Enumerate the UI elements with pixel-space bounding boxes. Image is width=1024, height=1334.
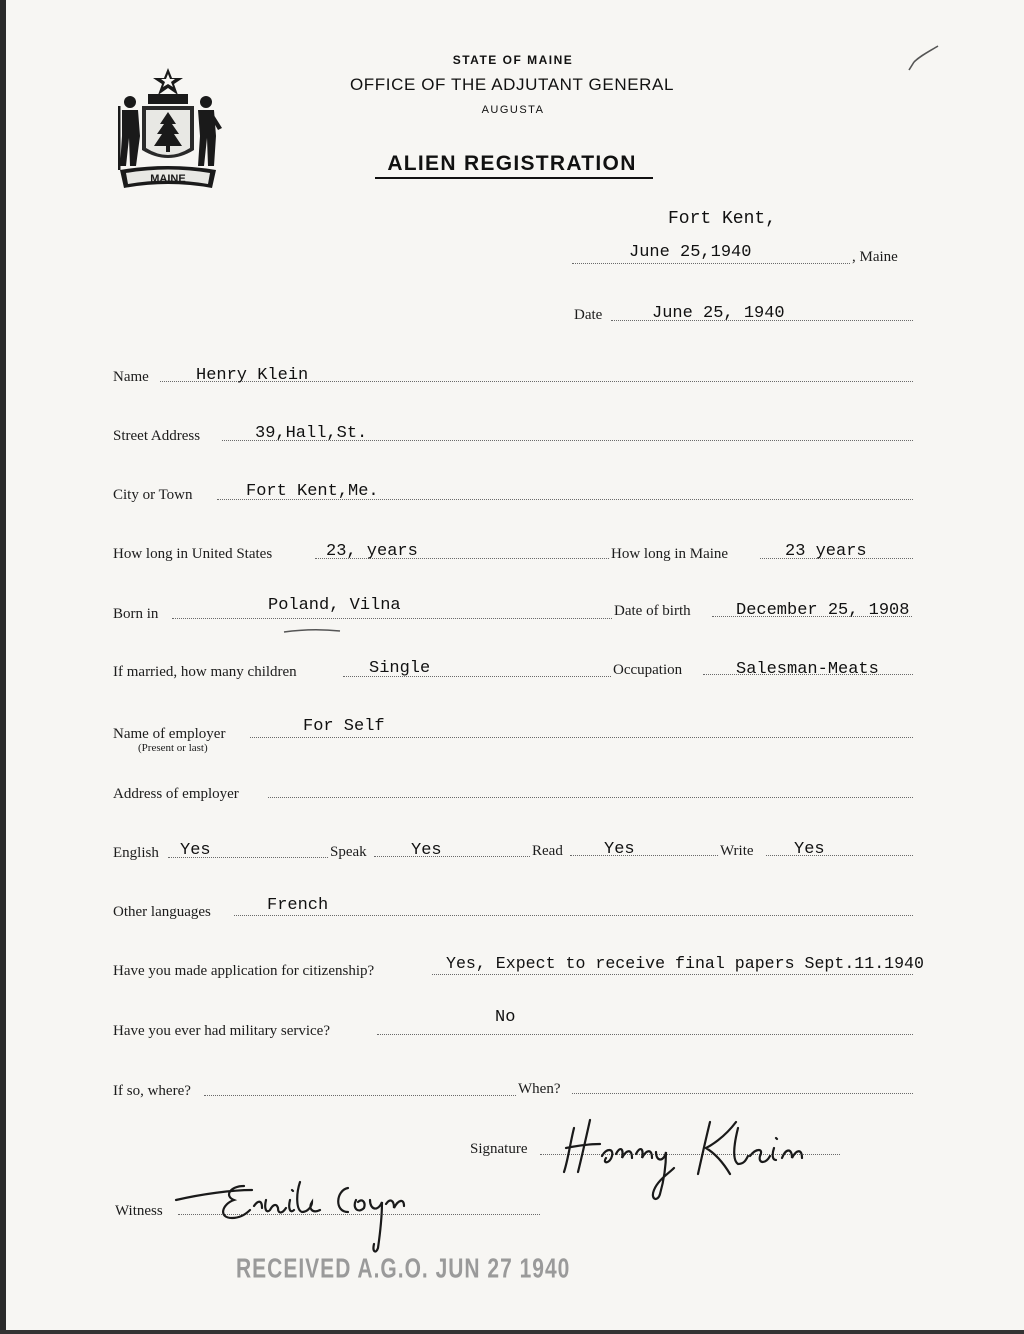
english-label: English [113,845,159,861]
when-label: When? [518,1081,561,1097]
street-label: Street Address [113,428,201,444]
employer-address-label: Address of employer [113,786,239,802]
employer-value: For Self [303,717,385,736]
military-dots [377,1034,913,1035]
citizenship-dots [432,974,913,975]
when-dots [572,1093,913,1094]
other-languages-dots [234,915,913,916]
write-value: Yes [794,840,825,859]
where-label: If so, where? [113,1083,191,1099]
speak-dots [374,856,530,857]
born-dots [172,618,612,619]
employer-dots [250,737,913,738]
location-town: Fort Kent, [668,209,777,229]
military-value: No [495,1008,516,1027]
us-years-value: 23, years [326,542,418,561]
scan-bottom-edge [0,1330,1024,1334]
employer-sublabel: (Present or last) [138,742,208,754]
location-state-suffix: , Maine [852,249,898,265]
speak-label: Speak [330,844,367,860]
underline-mark [282,626,342,636]
received-stamp: RECEIVED A.G.O. JUN 27 1940 [236,1254,571,1284]
name-value: Henry Klein [196,366,309,385]
where-dots [204,1095,516,1096]
header-city: AUGUSTA [481,104,545,116]
other-languages-label: Other languages [113,904,211,920]
children-value: Single [369,659,431,678]
other-languages-value: French [267,896,329,915]
read-label: Read [532,843,563,859]
maine-years-label: How long in Maine [611,546,729,562]
citizenship-label: Have you made application for citizenship? [113,963,375,979]
name-label: Name [113,369,149,385]
citizenship-value: Yes, Expect to receive final papers Sept.11.1940 [446,954,924,973]
form-title: ALIEN REGISTRATION [387,152,637,175]
employer-address-dots [268,797,913,798]
children-label: If married, how many children [113,664,297,680]
street-value: 39,Hall,St. [255,424,368,443]
occupation-value: Salesman-Meats [736,660,879,679]
location-date: June 25,1940 [629,243,752,262]
write-dots [766,855,913,856]
date-value: June 25, 1940 [652,304,785,323]
military-label: Have you ever had military service? [113,1023,330,1039]
employer-label: Name of employer [113,726,226,742]
signature-label: Signature [470,1141,528,1157]
header-state: STATE OF MAINE [452,53,574,67]
seal-ribbon-text: MAINE [150,173,186,185]
read-value: Yes [604,840,635,859]
write-label: Write [720,843,754,859]
speak-value: Yes [411,841,442,860]
born-value: Poland, Vilna [268,596,401,615]
city-value: Fort Kent,Me. [246,482,379,501]
signature-handwriting [560,1108,850,1204]
born-label: Born in [113,606,159,622]
maine-years-value: 23 years [785,542,867,561]
location-dots [572,263,850,264]
read-dots [570,855,718,856]
us-years-label: How long in United States [113,546,273,562]
occupation-label: Occupation [613,662,683,678]
dob-label: Date of birth [614,603,691,619]
scan-left-edge [0,0,6,1334]
witness-label: Witness [115,1203,163,1219]
title-underline [375,177,653,179]
city-label: City or Town [113,487,193,503]
english-value: Yes [180,841,211,860]
dob-value: December 25, 1908 [736,601,910,620]
header-office: OFFICE OF THE ADJUTANT GENERAL [349,75,675,94]
witness-handwriting [172,1160,442,1256]
date-label: Date [574,307,603,323]
